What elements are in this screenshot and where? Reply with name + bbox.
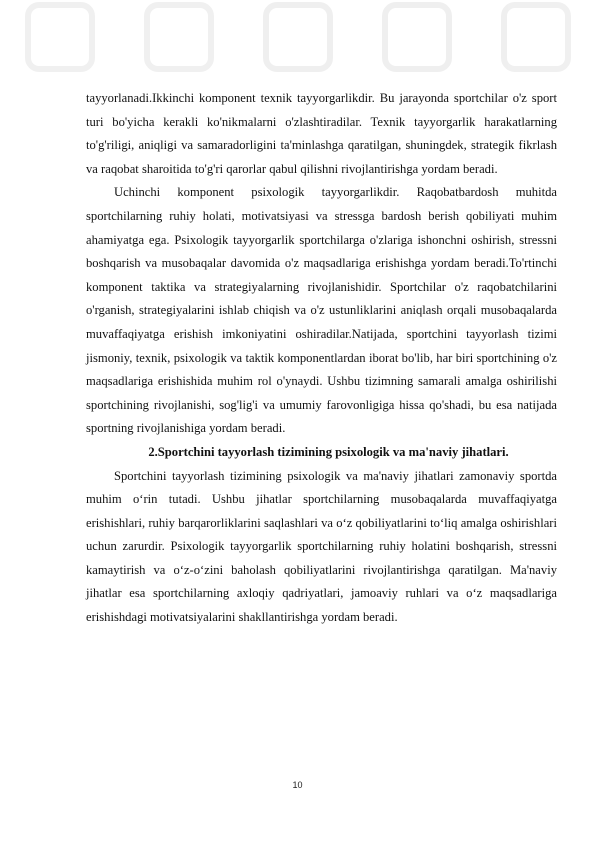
body-text bbox=[86, 87, 557, 630]
paragraph-continuation: tayyorlanadi.Ikkinchi komponent texnik tayyorgarlikdir. Bu jarayonda sportchilar o'z sport turi bo'yicha kerakli ko'nikmalarni o'zlashtiradilar. Texnik tayyorgarlik harakatlarning to'g'riligi, aniqligi va samaradorligini ta'minlashga qaratilgan, shuningdek, strategik fikrlash va raqobat sharoitida to'g'ri qarorlar qabul qilishni rivojlantirishga yordam beradi. bbox=[86, 91, 557, 176]
page-number: 10 bbox=[292, 780, 303, 790]
paragraph-psychological-aspects: Sportchini tayyorlash tizimining psixologik va ma'naviy jihatlari zamonaviy sportda muhim o‘rin tutadi. Ushbu jihatlar sportchilarning musobaqalarda muvaffaqiyatga erishishlari, ruhiy barqarorliklarini saqlashlari va o‘z qobiliyatlarini to‘liq amalga oshirishlari uchun zarurdir. Psixologik tayyorgarlik sportchilarning ruhiy holatini boshqarish, stressni kamaytirish va o‘z-o‘zini baholash qobiliyatlarini rivojlantirishga qaratilgan. Ma'naviy jihatlar esa sportchilarning axloqiy qadriyatlari, jamoaviy ruhlari va o‘z maqsadlariga erishishdagi motivatsiyalarini shakllantirishga yordam beradi. bbox=[86, 468, 557, 625]
section-heading: 2.Sportchini tayyorlash tizimining psixologik va ma'naviy jihatlari. bbox=[148, 444, 509, 459]
watermark-glyph bbox=[501, 2, 571, 72]
paragraph-components: Uchinchi komponent psixologik tayyorgarlikdir. Raqobatbardosh muhitda sportchilarning ruhiy holati, motivatsiyasi va stressga bardosh berish qobiliyati muhim ahamiyatga ega. Psixologik tayyorgarlik sportchilarga o'zlariga ishonchni oshirish, stressni boshqarish va musobaqalar davomida o'z maqsadlariga erishishga yordam beradi.To'rtinchi komponent taktika va strategiyalarning rivojlanishidir. Sportchilar o'z raqobatchilarini o'rganish, strategiyalarini ishlab chiqish va o'z ustunliklarini aniqlash orqali musobaqalarda muvaffaqiyatga erishish imkoniyatini oshiradilar.Natijada, sportchini tayyorlash tizimi jismoniy, texnik, psixologik va taktik komponentlardan iborat bo'lib, har biri sportchining o'z maqsadlariga erishishida muhim rol o'ynaydi. Ushbu tizimning samarali amalga oshirilishi sportchining rivojlanishi, sog'lig'i va umumiy farovonligiga hissa qo'shadi, bu esa natijada sportning rivojlanishiga yordam beradi. bbox=[86, 185, 557, 436]
watermark-glyph bbox=[144, 2, 214, 72]
watermark-logo bbox=[0, 2, 595, 72]
watermark-glyph bbox=[382, 2, 452, 72]
watermark-glyph bbox=[263, 2, 333, 72]
watermark-glyph bbox=[25, 2, 95, 72]
